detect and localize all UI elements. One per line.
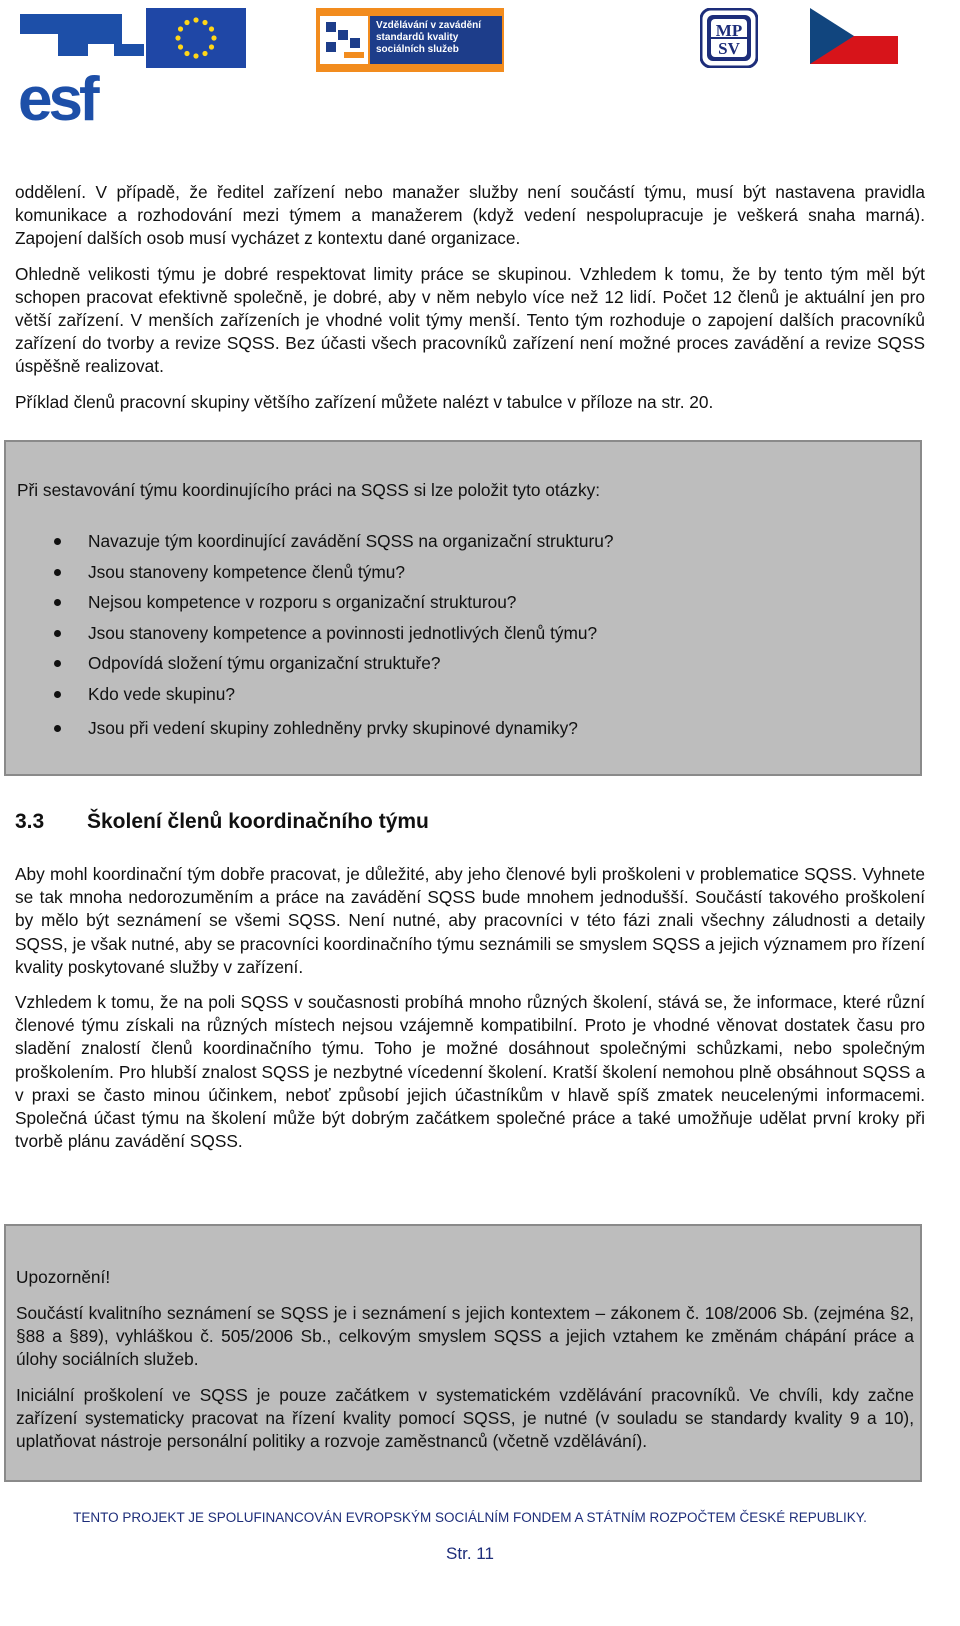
list-item bbox=[46, 683, 613, 714]
project-logo-line: Vzdělávání v zavádění bbox=[376, 20, 482, 31]
list-item-text: Kdo vede skupinu? bbox=[88, 683, 236, 704]
page-number: Str. 11 bbox=[446, 1544, 494, 1563]
section-text bbox=[15, 863, 925, 1153]
project-logo-line: sociálních služeb bbox=[376, 44, 459, 55]
paragraph: Příklad členů pracovní skupiny většího zařízení můžete nalézt v tabulce v příloze na str. 20. bbox=[15, 391, 714, 412]
bullet-icon bbox=[54, 538, 61, 545]
warning-box bbox=[4, 1224, 922, 1482]
questions-intro: Při sestavování týmu koordinujícího práci na SQSS si lze položit tyto otázky: bbox=[17, 480, 601, 500]
bullet-icon bbox=[54, 725, 61, 732]
list-item-text: Odpovídá složení týmu organizační struktuře? bbox=[88, 653, 441, 673]
bullet-icon bbox=[54, 569, 61, 576]
warning-paragraph: Iniciální proškolení ve SQSS je pouze začátkem v systematickém vzdělávání pracovníků. Ve chvíli, kdy začne zařízení systematicky pracovat na řízení kvality pomocí SQSS, je nutné (v souladu se standardy kvality 9 a 10), uplatňovat nástroje personální politiky a rozvoje zaměstnanců (včetně vzdělávání). bbox=[16, 1385, 914, 1452]
list-item bbox=[46, 717, 613, 748]
paragraph: oddělení. V případě, že ředitel zařízení nebo manažer služby není součástí týmu, musí být nastavena pravidla komunikace a rozhodování mezi týmem a manažerem (když vedení nespolupracuje je veškerá snaha marná). Zapojení dalších osob musí vycházet z kontextu dané organizace. bbox=[15, 182, 925, 249]
bullet-icon bbox=[54, 599, 61, 606]
project-logo-line: standardů kvality bbox=[376, 32, 459, 43]
list-item-text: Nejsou kompetence v rozporu s organizační strukturou? bbox=[88, 592, 517, 612]
bullet-icon bbox=[54, 630, 61, 637]
list-item bbox=[46, 652, 613, 683]
paragraph: Vzhledem k tomu, že na poli SQSS v současnosti probíhá mnoho různých školení, stává se, že informace, které různí členové týmu získali na různých místech nejsou vzájemně kompatibilní. Proto je vhodné věnovat dostatek času pro sladění znalostí členů koordinačního týmu. Toho je možné dosáhnout společnými schůzkami, nebo společným proškolením. Pro hlubší znalost SQSS je nezbytné vícedenní školení. Kratší školení nemohou plně obsáhnout SQSS a v praxi se často minou účinkem, neboť způsobí jejich účastníkům v hlavě spíš zmatek neucelenými informacemi. Společná účast týmu na školení může být dobrým začátkem společné práce a také umožňuje udělat první kroky při tvorbě plánu zavádění SQSS. bbox=[15, 992, 925, 1152]
questions-box bbox=[4, 440, 922, 776]
list-item bbox=[46, 622, 613, 653]
warning-paragraph: Součástí kvalitního seznámení se SQSS je i seznámení s jejich kontextem – zákonem č. 108/2006 Sb. (zejména §2, §88 a §89), vyhláškou č. 505/2006 Sb., celkovým smyslem SQSS a jejich vztahem ke změnám chápání práce a úlohy sociálních služeb. bbox=[16, 1303, 914, 1370]
section-title: Školení členů koordinačního týmu bbox=[87, 810, 429, 833]
header-logos bbox=[0, 0, 960, 140]
bullet-icon bbox=[54, 660, 61, 667]
mpsv-logo bbox=[700, 8, 758, 68]
czech-flag-icon bbox=[810, 8, 898, 64]
list-item-text: Navazuje tým koordinující zavádění SQSS na organizační strukturu? bbox=[88, 531, 614, 551]
warning-title: Upozornění! bbox=[16, 1267, 111, 1287]
list-item bbox=[46, 591, 613, 622]
section-heading bbox=[15, 810, 429, 834]
intro-text bbox=[15, 181, 925, 414]
svg-text:SV: SV bbox=[718, 39, 740, 58]
bullet-icon bbox=[54, 691, 61, 698]
list-item-text: Jsou stanoveny kompetence a povinnosti jednotlivých členů týmu? bbox=[88, 622, 598, 643]
esf-logo-text: esf bbox=[18, 65, 96, 126]
svg-text:MP: MP bbox=[715, 21, 743, 40]
list-item-text: Jsou stanoveny kompetence členů týmu? bbox=[88, 561, 406, 582]
eu-flag-icon bbox=[146, 8, 246, 68]
list-item bbox=[46, 530, 613, 561]
list-item bbox=[46, 561, 613, 592]
project-logo bbox=[316, 8, 504, 72]
footer-note: TENTO PROJEKT JE SPOLUFINANCOVÁN EVROPSKÝM SOCIÁLNÍM FONDEM A STÁTNÍM ROZPOČTEM ČESKÉ REPUBLIKY. bbox=[73, 1510, 867, 1525]
list-item-text: Jsou při vedení skupiny zohledněny prvky skupinové dynamiky? bbox=[88, 718, 578, 738]
esf-logo bbox=[18, 8, 146, 126]
project-logo-text bbox=[370, 16, 502, 64]
paragraph: Ohledně velikosti týmu je dobré respektovat limity práce se skupinou. Vzhledem k tomu, že by tento tým měl být schopen pracovat efektivně společně, je dobré, aby v něm nebylo více než 12 lidí. Počet 12 členů je aktuální jen pro větší zařízení. V menších zařízeních je vhodné volit týmy menší. Tento tým rozhoduje o zapojení dalších pracovníků zařízení do tvorby a revize SQSS. Bez účasti všech pracovníků zařízení není možné proces zavádění a revize SQSS úspěšně realizovat. bbox=[15, 263, 925, 377]
section-number: 3.3 bbox=[15, 810, 45, 833]
questions-list bbox=[46, 530, 613, 748]
paragraph: Aby mohl koordinační tým dobře pracovat, je důležité, aby jeho členové byli proškoleni v problematice SQSS. Vyhnete se tak mnoha nedorozuměním a práce na zavádění SQSS bude mnohem jednodušší. Součástí takového proškolení by mělo být seznámení se všemi SQSS. Není nutné, aby pracovníci v této fázi znali všechny záludnosti a detaily SQSS, je však nutné, aby se pracovníci koordinačního týmu seznámili se smyslem SQSS a jejich významem pro řízení kvality poskytované služby v zařízení. bbox=[15, 864, 925, 977]
